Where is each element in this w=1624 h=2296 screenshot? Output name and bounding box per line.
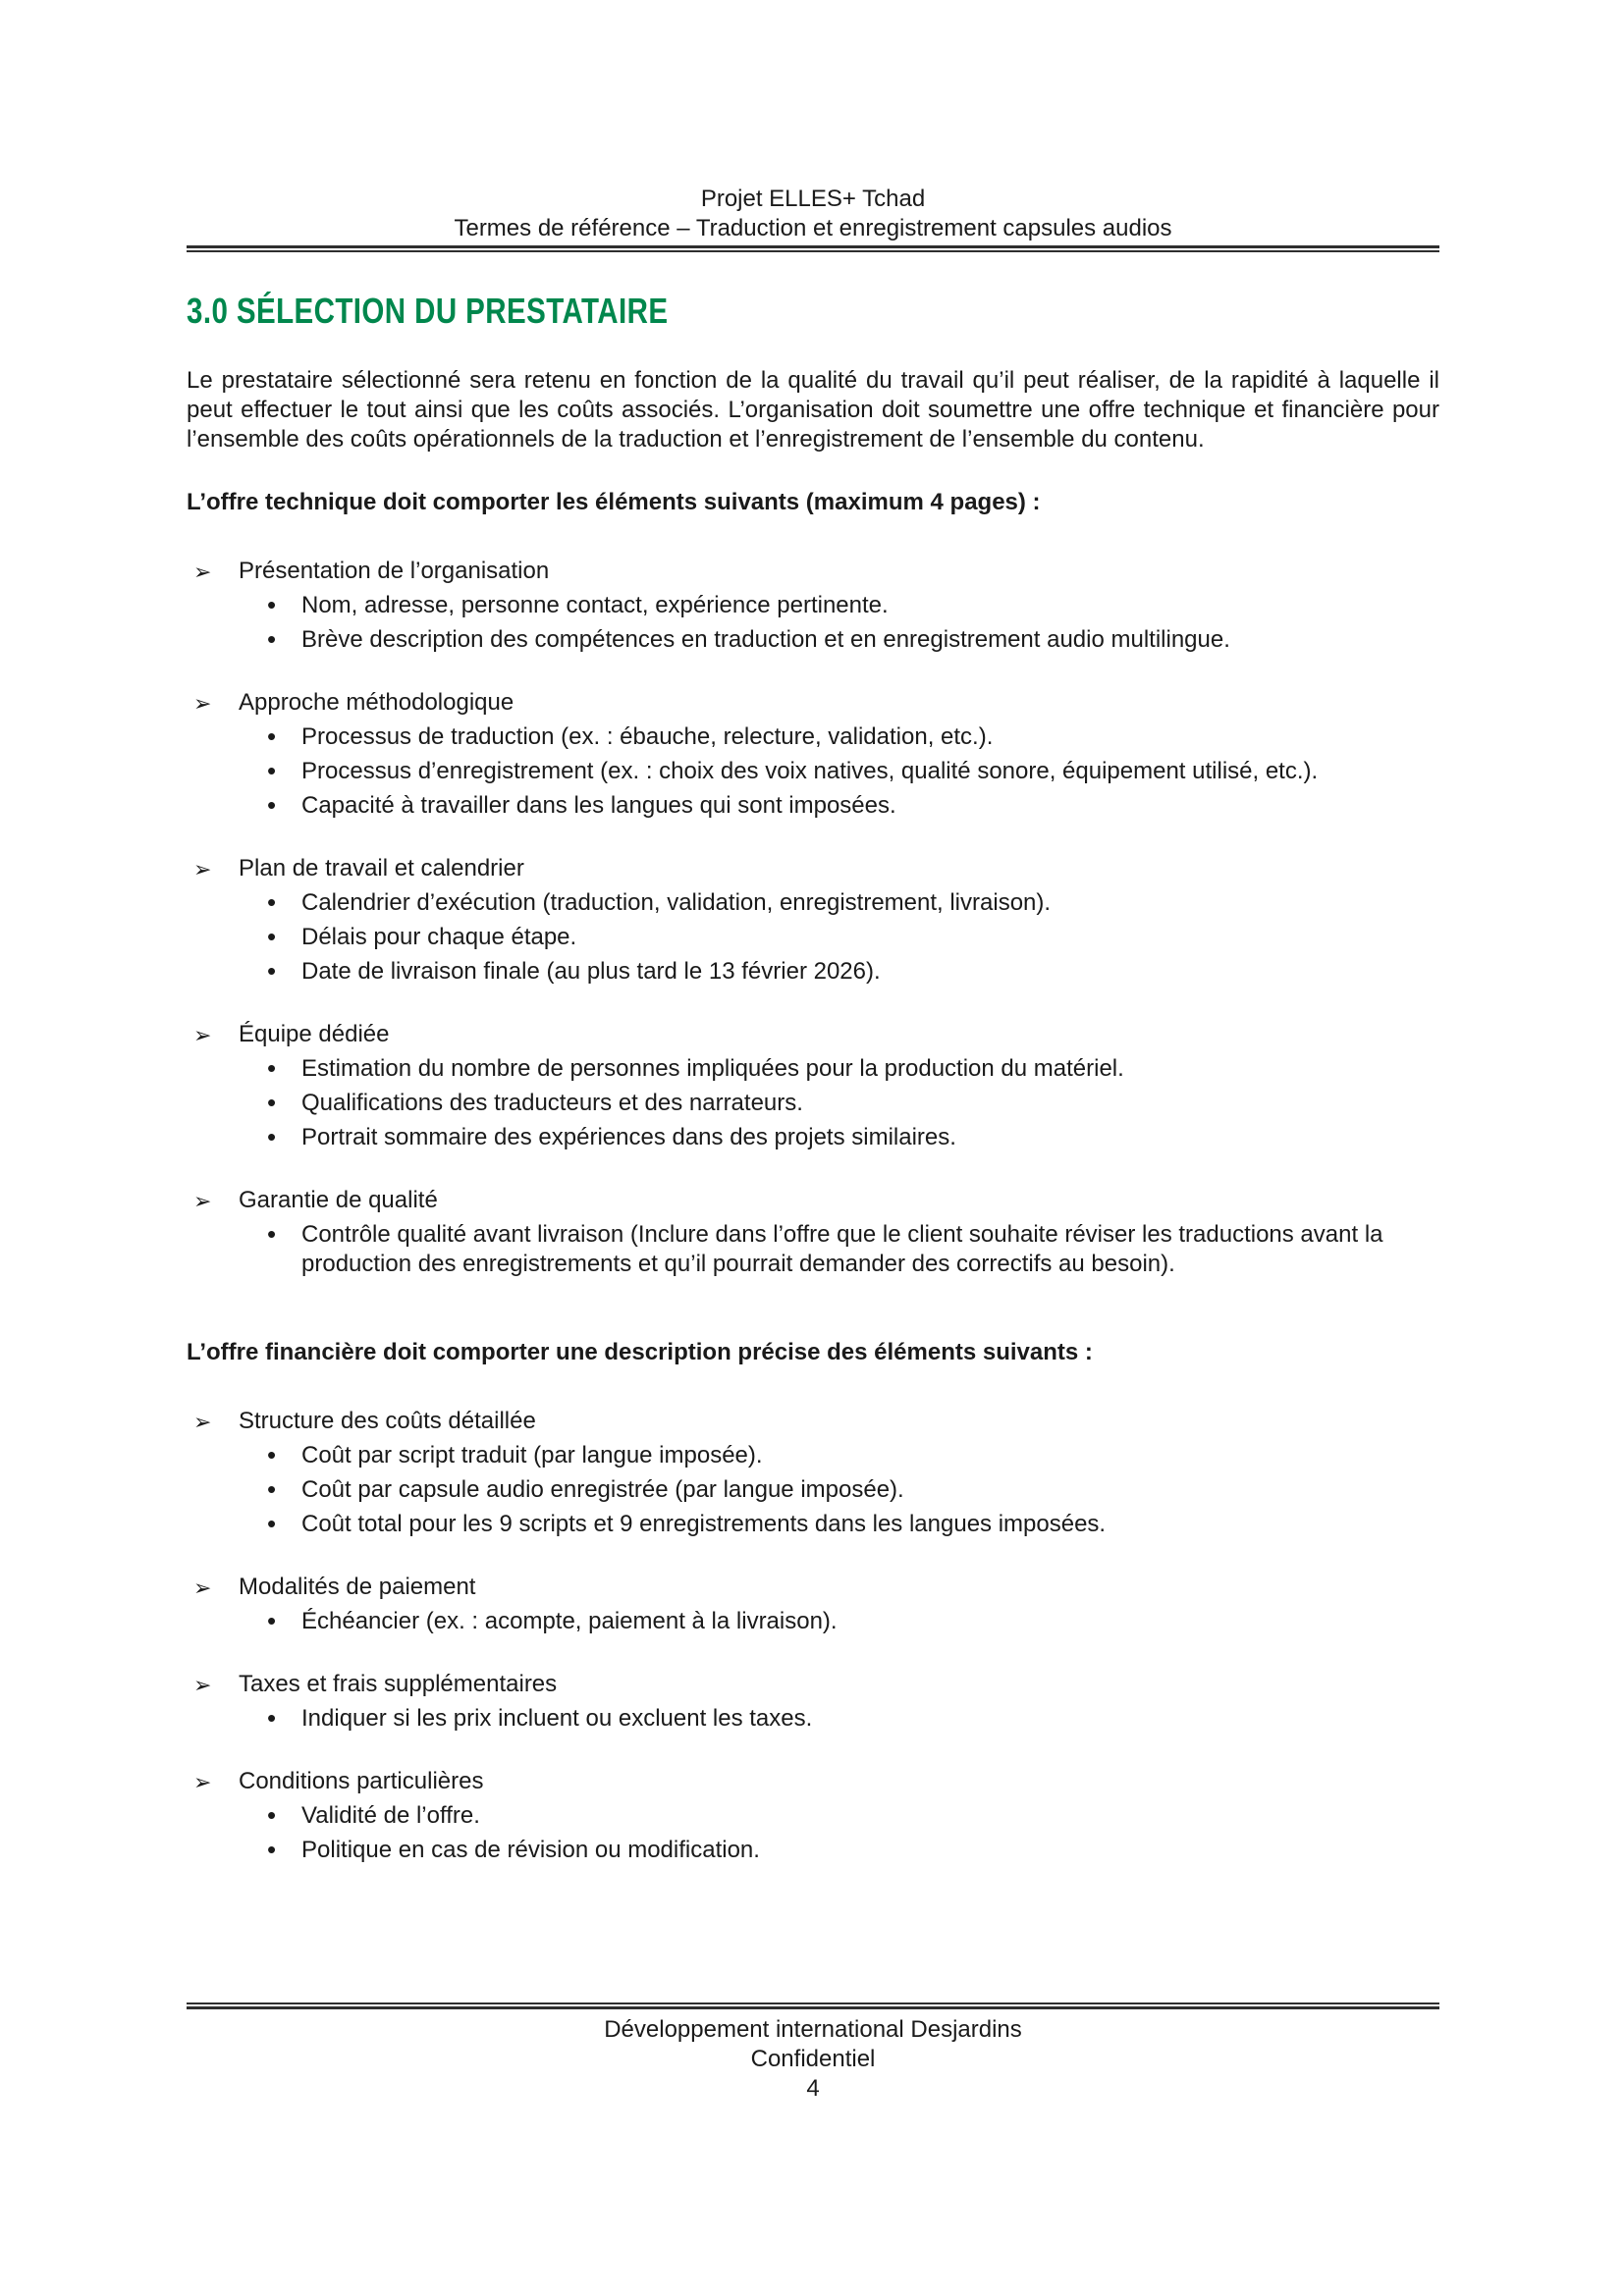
offer-section-heading: L’offre technique doit comporter les éléments suivants (maximum 4 pages) : bbox=[187, 489, 1041, 515]
requirement-group-items bbox=[187, 722, 1439, 821]
requirement-group-label-row bbox=[187, 1407, 1439, 1436]
requirement-group-label: Modalités de paiement bbox=[239, 1574, 476, 1600]
requirement-group bbox=[187, 1573, 1439, 1636]
dot-bullet-icon: • bbox=[267, 1088, 277, 1117]
list-item-text: Calendrier d’exécution (traduction, validation, enregistrement, livraison). bbox=[301, 889, 1052, 916]
requirement-group-label-row bbox=[187, 1670, 1439, 1699]
requirement-group-items bbox=[187, 1054, 1439, 1152]
footer-page-number: 4 bbox=[806, 2075, 820, 2102]
list-item-text: Nom, adresse, personne contact, expérience pertinente. bbox=[301, 592, 889, 618]
requirement-group-label-row bbox=[187, 854, 1439, 883]
list-item bbox=[187, 1220, 1439, 1279]
requirement-group bbox=[187, 854, 1439, 987]
dot-bullet-icon: • bbox=[267, 590, 277, 619]
requirement-group-label: Conditions particulières bbox=[239, 1768, 484, 1794]
dot-bullet-icon: • bbox=[267, 887, 277, 917]
arrow-bullet-icon: ➢ bbox=[193, 1673, 212, 1697]
list-item bbox=[187, 1607, 1439, 1636]
footer-divider bbox=[187, 2002, 1439, 2009]
requirement-group-items bbox=[187, 1801, 1439, 1865]
dot-bullet-icon: • bbox=[267, 1703, 277, 1733]
requirement-group-label: Présentation de l’organisation bbox=[239, 558, 550, 584]
list-item-text: Politique en cas de révision ou modification. bbox=[301, 1837, 760, 1863]
arrow-bullet-icon: ➢ bbox=[193, 1189, 212, 1213]
requirement-group bbox=[187, 557, 1439, 655]
list-item-text: Contrôle qualité avant livraison (Inclure dans l’offre que le client souhaite réviser les traductions avant la production des enregistrements et qu’il pourrait demander des correctifs au besoin). bbox=[301, 1221, 1383, 1277]
footer-organization: Développement international Desjardins bbox=[604, 2016, 1022, 2043]
requirement-group-items bbox=[187, 1704, 1439, 1734]
requirement-group bbox=[187, 1020, 1439, 1152]
list-item-text: Date de livraison finale (au plus tard le 13 février 2026). bbox=[301, 958, 881, 985]
dot-bullet-icon: • bbox=[267, 1606, 277, 1635]
dot-bullet-icon: • bbox=[267, 1440, 277, 1469]
requirement-group-items bbox=[187, 888, 1439, 987]
dot-bullet-icon: • bbox=[267, 624, 277, 654]
list-item bbox=[187, 1510, 1439, 1539]
header-doc-title: Termes de référence – Traduction et enregistrement capsules audios bbox=[454, 215, 1172, 241]
dot-bullet-icon: • bbox=[267, 1474, 277, 1504]
footer-divider-thick-line bbox=[187, 2006, 1439, 2009]
requirement-group-label: Taxes et frais supplémentaires bbox=[239, 1671, 558, 1697]
dot-bullet-icon: • bbox=[267, 756, 277, 785]
arrow-bullet-icon: ➢ bbox=[193, 691, 212, 716]
dot-bullet-icon: • bbox=[267, 790, 277, 820]
requirement-group-label: Équipe dédiée bbox=[239, 1021, 390, 1047]
requirement-group-label-row bbox=[187, 688, 1439, 718]
dot-bullet-icon: • bbox=[267, 922, 277, 951]
list-item-text: Validité de l’offre. bbox=[301, 1802, 480, 1829]
requirement-group bbox=[187, 1186, 1439, 1279]
offer-section-groups bbox=[187, 557, 1439, 1279]
list-item bbox=[187, 1801, 1439, 1831]
dot-bullet-icon: • bbox=[267, 721, 277, 751]
list-item-text: Qualifications des traducteurs et des narrateurs. bbox=[301, 1090, 803, 1116]
list-item bbox=[187, 923, 1439, 952]
page-header bbox=[187, 0, 1439, 252]
dot-bullet-icon: • bbox=[267, 956, 277, 986]
list-item-text: Coût par capsule audio enregistrée (par langue imposée). bbox=[301, 1476, 904, 1503]
list-item bbox=[187, 957, 1439, 987]
list-item bbox=[187, 625, 1439, 655]
offer-section-heading: L’offre financière doit comporter une description précise des éléments suivants : bbox=[187, 1339, 1093, 1365]
list-item bbox=[187, 757, 1439, 786]
page-footer bbox=[187, 2002, 1439, 2104]
requirement-group bbox=[187, 1407, 1439, 1539]
offer-sections bbox=[187, 488, 1439, 1865]
dot-bullet-icon: • bbox=[267, 1835, 277, 1864]
footer-divider-thin-line bbox=[187, 2002, 1439, 2004]
requirement-group-items bbox=[187, 591, 1439, 655]
dot-bullet-icon: • bbox=[267, 1219, 277, 1249]
requirement-group-label-row bbox=[187, 557, 1439, 586]
offer-section bbox=[187, 488, 1439, 1279]
list-item-text: Processus de traduction (ex. : ébauche, relecture, validation, etc.). bbox=[301, 723, 994, 750]
list-item bbox=[187, 1704, 1439, 1734]
requirement-group-label: Structure des coûts détaillée bbox=[239, 1408, 536, 1434]
list-item-text: Coût par script traduit (par langue imposée). bbox=[301, 1442, 763, 1468]
document-body bbox=[187, 290, 1439, 1865]
list-item-text: Portrait sommaire des expériences dans des projets similaires. bbox=[301, 1124, 956, 1150]
requirement-group-items bbox=[187, 1607, 1439, 1636]
arrow-bullet-icon: ➢ bbox=[193, 857, 212, 881]
header-divider-thick-line bbox=[187, 245, 1439, 248]
list-item-text: Processus d’enregistrement (ex. : choix des voix natives, qualité sonore, équipement utilisé, etc.). bbox=[301, 758, 1319, 784]
requirement-group-label: Garantie de qualité bbox=[239, 1187, 438, 1213]
requirement-group-label-row bbox=[187, 1767, 1439, 1796]
list-item-text: Capacité à travailler dans les langues qui sont imposées. bbox=[301, 792, 896, 819]
list-item bbox=[187, 1123, 1439, 1152]
arrow-bullet-icon: ➢ bbox=[193, 560, 212, 584]
list-item bbox=[187, 791, 1439, 821]
requirement-group bbox=[187, 1767, 1439, 1865]
list-item bbox=[187, 888, 1439, 918]
header-project-title: Projet ELLES+ Tchad bbox=[700, 186, 926, 212]
requirement-group-label-row bbox=[187, 1573, 1439, 1602]
requirement-group-items bbox=[187, 1441, 1439, 1539]
requirement-group-label: Approche méthodologique bbox=[239, 689, 514, 716]
list-item bbox=[187, 1054, 1439, 1084]
header-divider bbox=[187, 245, 1439, 252]
list-item bbox=[187, 1441, 1439, 1470]
requirement-group bbox=[187, 1670, 1439, 1734]
list-item-text: Brève description des compétences en traduction et en enregistrement audio multilingue. bbox=[301, 626, 1230, 653]
dot-bullet-icon: • bbox=[267, 1509, 277, 1538]
requirement-group-items bbox=[187, 1220, 1439, 1279]
requirement-group bbox=[187, 688, 1439, 821]
arrow-bullet-icon: ➢ bbox=[193, 1410, 212, 1434]
arrow-bullet-icon: ➢ bbox=[193, 1023, 212, 1047]
list-item-text: Coût total pour les 9 scripts et 9 enregistrements dans les langues imposées. bbox=[301, 1511, 1107, 1537]
requirement-group-label-row bbox=[187, 1186, 1439, 1215]
dot-bullet-icon: • bbox=[267, 1800, 277, 1830]
footer-confidential: Confidentiel bbox=[750, 2046, 876, 2072]
list-item-text: Indiquer si les prix incluent ou excluent les taxes. bbox=[301, 1705, 813, 1732]
list-item-text: Délais pour chaque étape. bbox=[301, 924, 577, 950]
dot-bullet-icon: • bbox=[267, 1053, 277, 1083]
list-item bbox=[187, 1836, 1439, 1865]
offer-section-groups bbox=[187, 1407, 1439, 1865]
offer-section bbox=[187, 1338, 1439, 1865]
arrow-bullet-icon: ➢ bbox=[193, 1770, 212, 1794]
list-item-text: Estimation du nombre de personnes impliquées pour la production du matériel. bbox=[301, 1055, 1124, 1082]
dot-bullet-icon: • bbox=[267, 1122, 277, 1151]
requirement-group-label: Plan de travail et calendrier bbox=[239, 855, 524, 881]
list-item bbox=[187, 591, 1439, 620]
section-title: 3.0 SÉLECTION DU PRESTATAIRE bbox=[187, 291, 669, 331]
header-divider-thin-line bbox=[187, 250, 1439, 252]
list-item bbox=[187, 722, 1439, 752]
intro-paragraph: Le prestataire sélectionné sera retenu en fonction de la qualité du travail qu’il peut réaliser, de la rapidité à laquelle il peut effectuer le tout ainsi que les coûts associés. L’organisation doit soumettre une offre technique et financière pour l’ensemble des coûts opérationnels de la traduction et l’enregistrement de l’ensemble du contenu. bbox=[187, 367, 1439, 453]
arrow-bullet-icon: ➢ bbox=[193, 1575, 212, 1600]
list-item bbox=[187, 1475, 1439, 1505]
list-item-text: Échéancier (ex. : acompte, paiement à la livraison). bbox=[301, 1608, 838, 1634]
list-item bbox=[187, 1089, 1439, 1118]
requirement-group-label-row bbox=[187, 1020, 1439, 1049]
